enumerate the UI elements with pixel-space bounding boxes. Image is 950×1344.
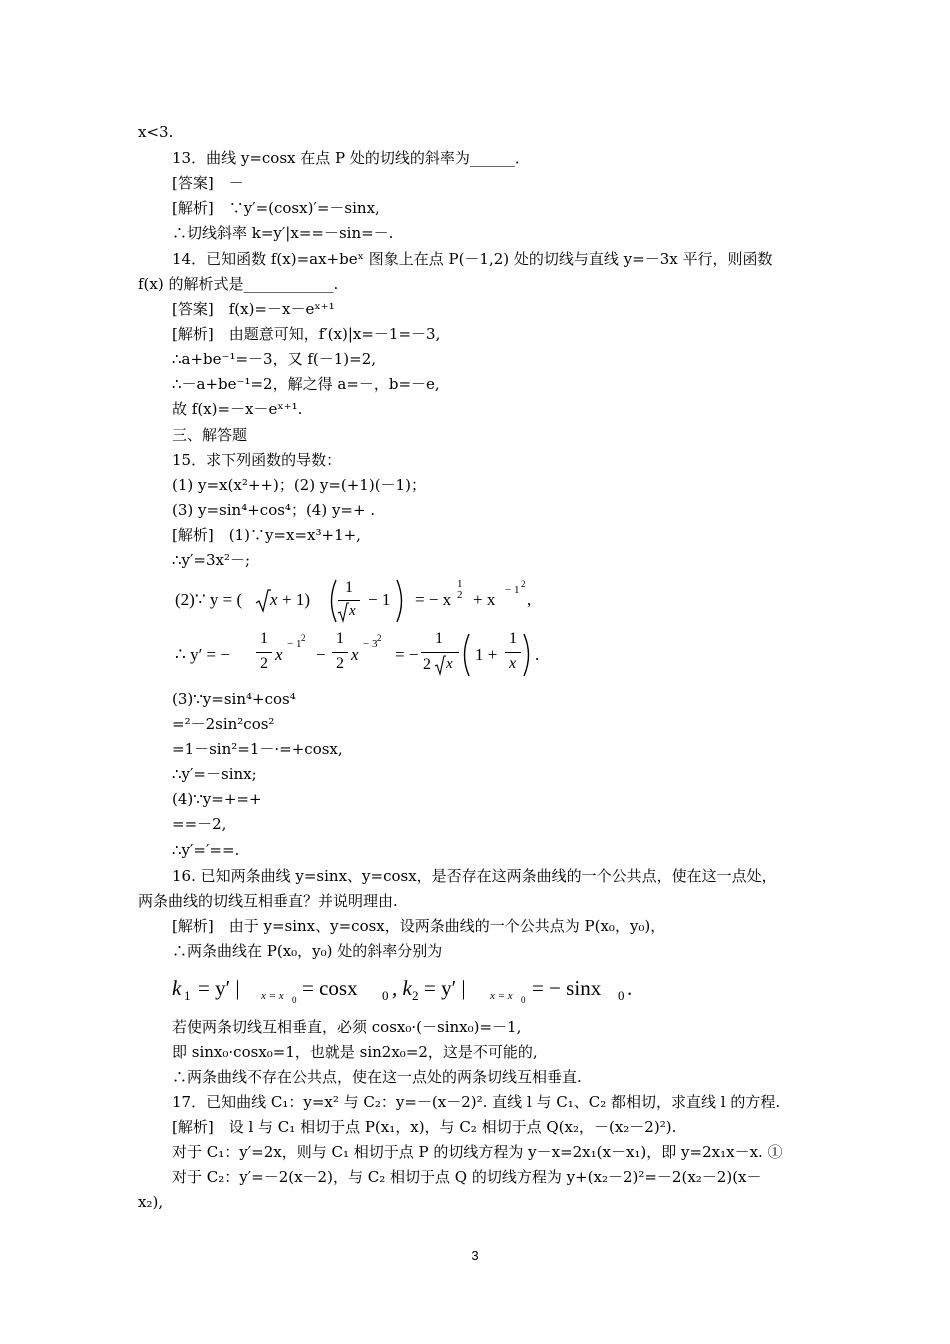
text-line: 故 f(x)=－x－eˣ⁺¹. [172, 400, 303, 418]
text-line: 对于 C₁：y′=2x，则与 C₁ 相切于点 P 的切线方程为 y－x=2x₁(x－x₁)，即 y=2x₁x－x. ① [172, 1143, 783, 1161]
text-line: 若使两条切线互相垂直，必须 cosx₀·(－sinx₀)=－1, [172, 1018, 522, 1036]
text-line: x<3. [138, 123, 174, 141]
text-line: ∴－a+be⁻¹=2，解之得 a=－，b=－e, [172, 375, 440, 393]
text-line: ∴y′=′==. [172, 841, 240, 859]
text-line: ∴y′=－sinx; [172, 765, 257, 783]
text-line: =²－2sin²cos² [172, 715, 275, 733]
left-paren [458, 632, 472, 678]
text-line: ∴切线斜率 k=y′|x==－sin=－. [172, 224, 394, 242]
right-paren [394, 578, 408, 624]
analysis-label: [解析] 由题意可知，f′(x)|x=－1=－3, [172, 325, 441, 343]
text-line: 两条曲线的切线互相垂直？并说明理由. [138, 892, 398, 910]
text-line: ==－2, [172, 815, 227, 833]
analysis-label: [解析] 由于 y=sinx、y=cosx，设两条曲线的一个公共点为 P(x₀，y₀)， [172, 917, 666, 935]
question-14: 14．已知函数 f(x)=ax+beˣ 图象上在点 P(－1,2) 处的切线与直线 y=－3x 平行，则函数 [172, 250, 773, 268]
text-line: ∴a+be⁻¹=－3，又 f(－1)=2, [172, 350, 377, 368]
formula-line-2: (2)∵ y = ( x + 1) 1 x − 1 = − x 1 2 + x − 1 2 , [175, 578, 735, 626]
text-line: ∴两条曲线在 P(x₀，y₀) 处的斜率分别为 [172, 942, 443, 960]
text-line: ∴y′=3x²－; [172, 551, 251, 569]
section-heading: 三、解答题 [172, 426, 248, 444]
right-paren [521, 632, 535, 678]
answer-label: [答案] － [172, 174, 244, 192]
text-line: (3)∵y=sin⁴+cos⁴ [172, 690, 296, 708]
text-line: 即 sinx₀·cosx₀=1，也就是 sin2x₀=2，这是不可能的, [172, 1043, 538, 1061]
text-line: ∴两条曲线不存在公共点，使在这一点处的两条切线互相垂直. [172, 1068, 582, 1086]
page-number: 3 [471, 1248, 479, 1263]
question-17: 17．已知曲线 C₁：y=x² 与 C₂：y=－(x－2)². 直线 l 与 C₁、C₂ 都相切，求直线 l 的方程. [172, 1093, 781, 1111]
question-16: 16. 已知两条曲线 y=sinx、y=cosx，是否存在这两条曲线的一个公共点，使在这一点处， [172, 867, 777, 885]
question-15: 15．求下列函数的导数： [172, 451, 342, 469]
question-13: 13．曲线 y=cosx 在点 P 处的切线的斜率为______． [172, 149, 530, 167]
answer-label: [答案] f(x)=－x－eˣ⁺¹ [172, 300, 335, 318]
sqrt-symbol [255, 588, 271, 614]
analysis-label: [解析] 设 l 与 C₁ 相切于点 P(x₁，x)，与 C₂ 相切于点 Q(x₂，－(x₂－2)²). [172, 1118, 677, 1136]
fraction-bar [332, 652, 348, 653]
formula-slopes: k 1 = y′ | x = x 0 = cosx 0 , k 2 = y′ | x = x 0 = − sinx 0 . [172, 976, 633, 1005]
formula-line-3: ∴ y′ = − 1 2 x − 1 2 − 1 2 x − 3 2 = − 1 2 x 1 + 1 x . [175, 630, 735, 682]
text-line: (3) y=sin⁴+cos⁴；(4) y=+ . [172, 501, 376, 519]
text-line: =1－sin²=1－·=+cosx, [172, 740, 343, 758]
sqrt-symbol [434, 654, 446, 676]
text-line: 对于 C₂：y′=－2(x－2)，与 C₂ 相切于点 Q 的切线方程为 y+(x₂－2)²=－2(x₂－2)(x－ [172, 1168, 762, 1186]
fraction-bar [256, 652, 272, 653]
analysis-label: [解析] ∵y′=(cosx)′=－sinx, [172, 199, 380, 217]
fraction-bar [421, 652, 459, 653]
text-line: f(x) 的解析式是____________. [138, 275, 339, 293]
text-line: (4)∵y=+=+ [172, 790, 262, 808]
fraction-bar [505, 652, 521, 653]
text-line: (1) y=x(x²++)；(2) y=(+1)(－1)； [172, 476, 426, 494]
sqrt-symbol [337, 601, 349, 623]
text-line: x₂), [138, 1193, 164, 1211]
analysis-label: [解析] (1)∵y=x=x³+1+, [172, 526, 361, 544]
